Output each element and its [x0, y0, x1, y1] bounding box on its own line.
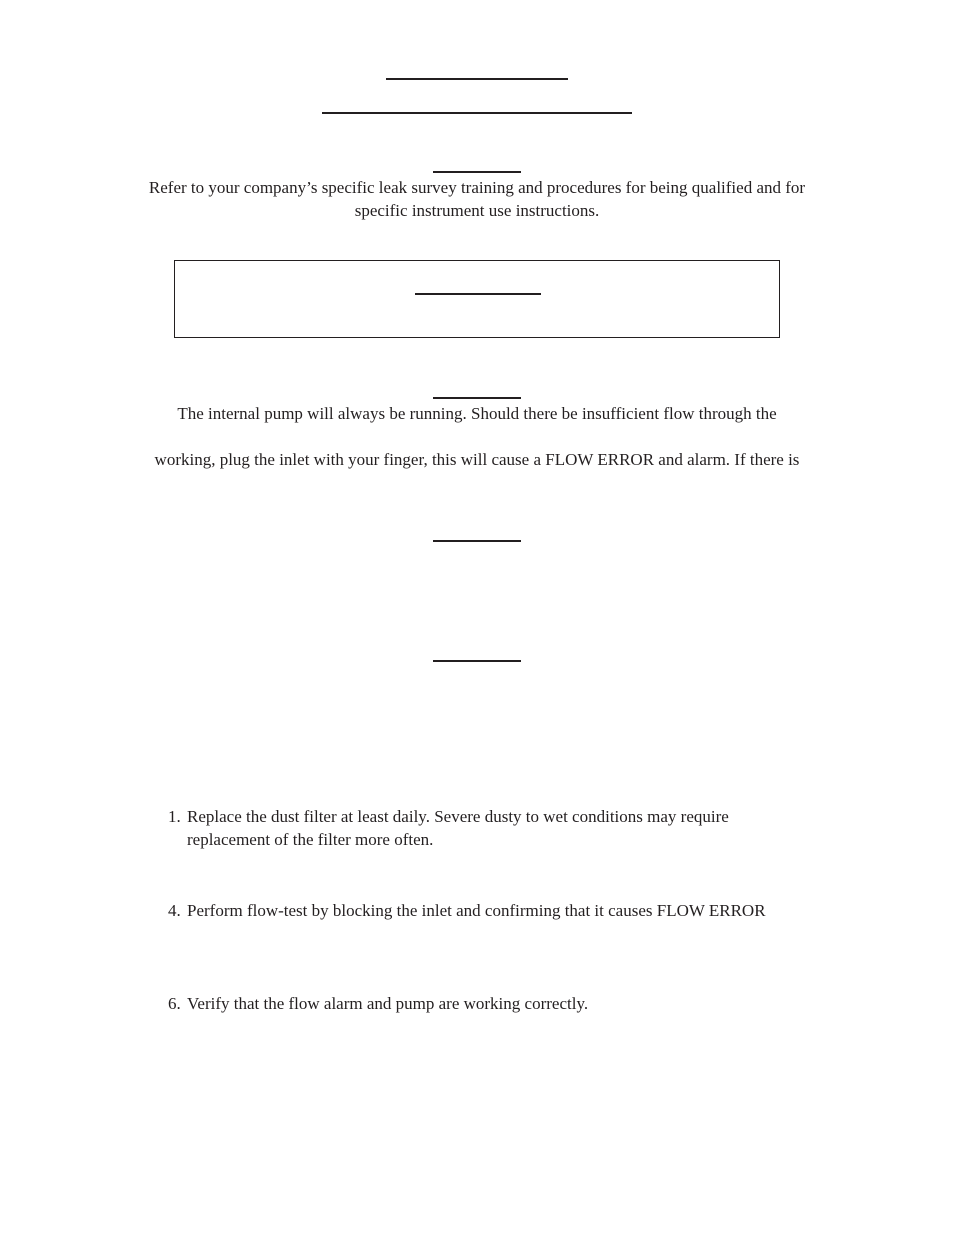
step-number: 4. [168, 901, 181, 920]
notice-heading-rule [415, 293, 541, 295]
title-rule [386, 78, 568, 80]
intro-paragraph [0, 176, 954, 222]
intro-line-2: specific instrument use instructions. [354, 201, 600, 220]
section-heading-rule-1 [433, 171, 521, 173]
section-heading-rule-3 [433, 540, 521, 542]
subtitle-rule [322, 112, 632, 114]
step-text: Verify that the flow alarm and pump are working correctly. [187, 994, 589, 1013]
intro-line-1: Refer to your company’s specific leak survey training and procedures for being qualified and for [148, 178, 806, 197]
pump-paragraph-line-1: The internal pump will always be running. Should there be insufficient flow through the [177, 404, 777, 423]
step-text: Perform flow-test by blocking the inlet and confirming that it causes FLOW ERROR [187, 901, 766, 920]
list-item [168, 992, 588, 1015]
step-number: 6. [168, 994, 181, 1013]
section-heading-rule-4 [433, 660, 521, 662]
list-item [168, 899, 766, 922]
notice-box [174, 260, 780, 338]
pump-paragraph-line-2: working, plug the inlet with your finger, this will cause a FLOW ERROR and alarm. If there is [154, 450, 800, 469]
step-text: Replace the dust filter at least daily. Severe dusty to wet conditions may require [187, 807, 729, 826]
list-item [168, 805, 729, 851]
section-heading-rule-2 [433, 397, 521, 399]
step-text-continuation: replacement of the filter more often. [187, 830, 434, 849]
step-number: 1. [168, 807, 181, 826]
